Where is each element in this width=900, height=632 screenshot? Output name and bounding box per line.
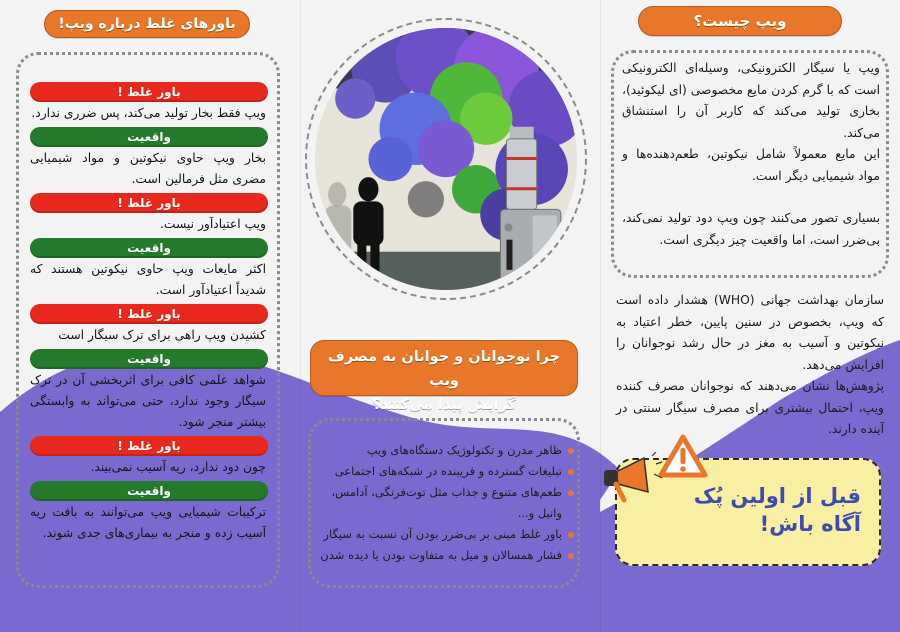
fold-line xyxy=(600,0,601,632)
myths-title: باورهای غلط درباره ویپ! xyxy=(44,10,250,38)
definition-text xyxy=(622,58,880,251)
definition-paragraph: ویپ یا سیگار الکترونیکی، وسیله‌ای الکترونیکی است که با گرم کردن مایع مخصوصی (ای لیکوئید)، بخاری تولید می‌کند که کاربر آن را استنشاق می‌کند. xyxy=(622,61,880,140)
myth-tag: باور غلط ! xyxy=(30,82,268,102)
warning-line1: قبل از اولین پُک xyxy=(693,484,861,508)
fact-text: بخار ویپ حاوی نیکوتین و مواد شیمیایی مضری مثل فرمالین است. xyxy=(30,151,266,186)
definition-paragraph: بسیاری تصور می‌کنند چون ویپ دود تولید نمی‌کند، بی‌ضرر است، اما واقعیت چیز دیگری است. xyxy=(622,211,880,247)
research-paragraph: پژوهش‌ها نشان می‌دهند که نوجوانان مصرف کننده ویپ، احتمال بیشتری برای مصرف سیگار سنتی در آینده دارند. xyxy=(616,379,884,436)
fact-item xyxy=(30,481,268,545)
definition-paragraph: این مایع معمولاً شامل نیکوتین، طعم‌دهنده‌ها و مواد شیمیایی دیگر است. xyxy=(622,147,880,183)
myth-tag: باور غلط ! xyxy=(30,436,268,456)
why-title-line1: چرا نوجوانان و جوانان به مصرف ویپ xyxy=(327,349,561,389)
fold-line xyxy=(300,0,301,632)
fact-tag: واقعیت xyxy=(30,349,268,369)
what-is-vape-title: ویپ چیست؟ xyxy=(638,6,842,36)
fact-item xyxy=(30,238,268,302)
myth-fact-list xyxy=(30,80,268,545)
warning-line2: آگاه باش! xyxy=(759,512,861,536)
fact-text: ترکیبات شیمیایی ویپ می‌توانند به بافت ریه آسیب زده و منجر به بیماری‌های جدی شوند. xyxy=(30,505,266,540)
reason-item: طعم‌های متنوع و جذاب مثل توت‌فرنگی، آدامس، وانیل و... xyxy=(318,482,574,524)
myth-item xyxy=(30,436,268,479)
reason-item: فشار همسالان و میل به متفاوت بودن یا دیده شدن xyxy=(318,545,574,566)
fact-tag: واقعیت xyxy=(30,238,268,258)
reason-item: تبلیغات گسترده و فریبنده در شبکه‌های اجتماعی xyxy=(318,461,574,482)
megaphone-icon xyxy=(596,452,666,504)
vape-illustration xyxy=(305,18,587,300)
myth-item xyxy=(30,82,268,125)
who-warning-text xyxy=(616,290,884,441)
why-title xyxy=(310,340,578,413)
fact-text: اکثر مایعات ویپ حاوی نیکوتین هستند که شدیداً اعتیادآور است. xyxy=(30,262,266,297)
myth-tag: باور غلط ! xyxy=(30,304,268,324)
fact-item xyxy=(30,349,268,434)
fact-item xyxy=(30,127,268,191)
warning-text xyxy=(661,482,861,538)
fact-text: شواهد علمی کافی برای اثربخشی آن در ترک سیگار وجود ندارد، حتی می‌تواند به وابستگی بیشتر منجر شود. xyxy=(30,373,266,429)
reason-item: باور غلط مبنی بر بی‌ضرر بودن آن نسبت به سیگار xyxy=(318,524,574,545)
myth-tag: باور غلط ! xyxy=(30,193,268,213)
myth-text: ویپ اعتیادآور نیست. xyxy=(159,217,266,231)
myth-text: چون دود ندارد، ریه آسیب نمی‌بیند. xyxy=(90,460,266,474)
why-title-line2: گرایش پیدا می‌کنند؟ xyxy=(372,397,516,413)
fact-tag: واقعیت xyxy=(30,481,268,501)
who-paragraph: سازمان بهداشت جهانی (WHO) هشدار داده است که ویپ، بخصوص در سنین پایین، خطر اعتیاد به نیکوتین و آسیب به مغز در حال رشد نوجوانان را افزایش می‌دهد. xyxy=(616,293,884,372)
fact-tag: واقعیت xyxy=(30,127,268,147)
illustration-image xyxy=(315,28,577,290)
myth-item xyxy=(30,193,268,236)
myth-item xyxy=(30,304,268,347)
vape-smoke-illustration-icon xyxy=(315,28,577,290)
reason-item: ظاهر مدرن و تکنولوژیک دستگاه‌های ویپ xyxy=(318,440,574,461)
reasons-list xyxy=(318,440,574,566)
myth-text: کشیدن ویپ راهی برای ترک سیگار است xyxy=(58,328,266,342)
myth-text: ویپ فقط بخار تولید می‌کند، پس ضرری ندارد. xyxy=(31,106,266,120)
